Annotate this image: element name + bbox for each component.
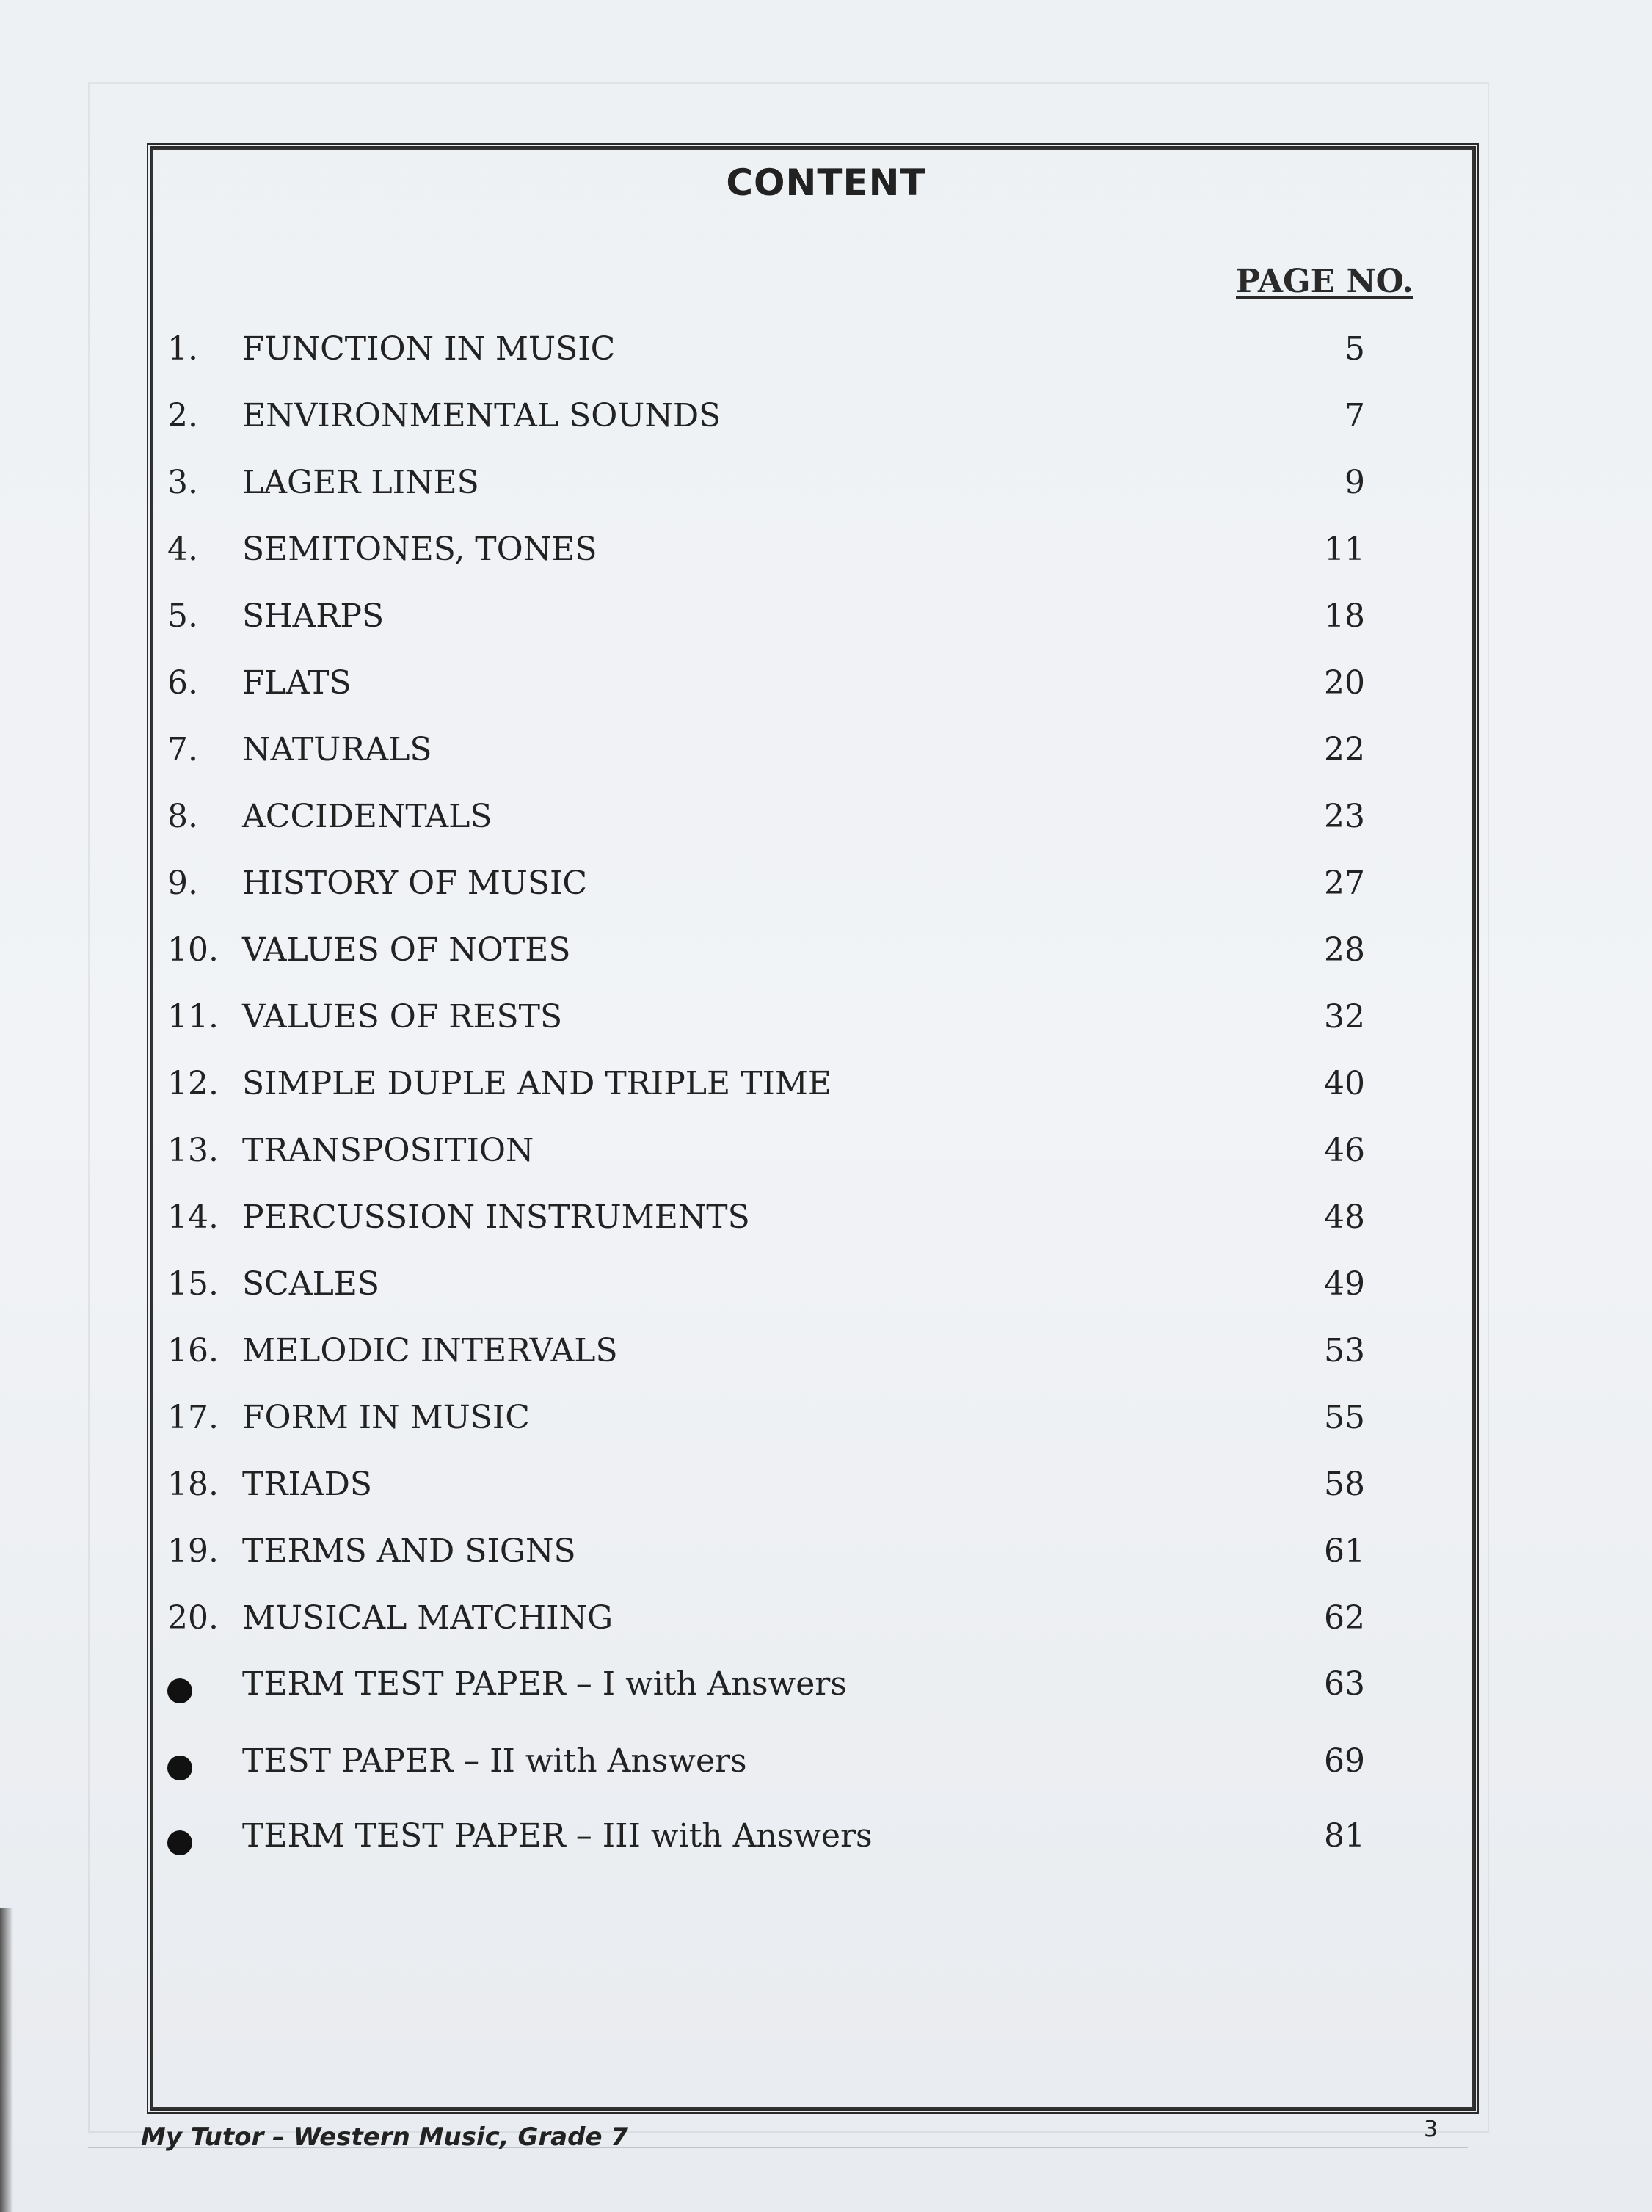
toc-entry — [0, 931, 1652, 975]
toc-entry — [0, 597, 1652, 641]
bullet-icon — [167, 1678, 192, 1703]
toc-entry-title: VALUES OF NOTES — [242, 931, 571, 969]
toc-entry-number: 5. — [167, 597, 198, 635]
toc-entry-page: 61 — [1324, 1532, 1365, 1570]
toc-entry-title: SIMPLE DUPLE AND TRIPLE TIME — [242, 1065, 832, 1102]
toc-entry-page: 40 — [1324, 1065, 1365, 1102]
toc-entry-number: 3. — [167, 464, 198, 501]
toc-entry — [0, 798, 1652, 842]
toc-entry-page: 49 — [1324, 1265, 1365, 1303]
toc-entry-number: 6. — [167, 664, 198, 702]
toc-entry-title: SHARPS — [242, 597, 385, 635]
footer-page-number: 3 — [1424, 2117, 1438, 2142]
toc-entry — [0, 330, 1652, 374]
toc-entry-title: MELODIC INTERVALS — [242, 1332, 618, 1369]
toc-entry — [0, 1332, 1652, 1376]
toc-entry — [0, 1399, 1652, 1443]
toc-entry — [0, 998, 1652, 1042]
toc-entry-page: 48 — [1324, 1198, 1365, 1236]
toc-entry — [0, 1466, 1652, 1510]
toc-test-paper-entry — [0, 1665, 1652, 1709]
toc-entry-title: VALUES OF RESTS — [242, 998, 563, 1036]
toc-entry — [0, 1599, 1652, 1643]
toc-entry-number: 20. — [167, 1599, 219, 1637]
toc-entry-number: 11. — [167, 998, 219, 1036]
toc-test-paper-entry — [0, 1742, 1652, 1786]
toc-entry-title: MUSICAL MATCHING — [242, 1599, 614, 1637]
toc-entry-number: 15. — [167, 1265, 219, 1303]
toc-entry — [0, 464, 1652, 508]
toc-entry — [0, 664, 1652, 708]
toc-entry-number: 14. — [167, 1198, 219, 1236]
toc-entry-page: 20 — [1324, 664, 1365, 702]
toc-entry-title: TERM TEST PAPER – III with Answers — [242, 1817, 873, 1855]
toc-entry — [0, 531, 1652, 575]
toc-entry-number: 13. — [167, 1132, 219, 1169]
toc-entry-number: 9. — [167, 865, 198, 902]
toc-entry-number: 16. — [167, 1332, 219, 1369]
toc-entry-title: FORM IN MUSIC — [242, 1399, 530, 1436]
toc-entry — [0, 865, 1652, 909]
toc-entry-page: 53 — [1324, 1332, 1365, 1369]
toc-entry-title: FUNCTION IN MUSIC — [242, 330, 616, 368]
toc-entry-title: HISTORY OF MUSIC — [242, 865, 588, 902]
toc-entry-title: PERCUSSION INSTRUMENTS — [242, 1198, 750, 1236]
page-number-column-header: PAGE NO. — [1236, 263, 1413, 300]
toc-entry-title: SEMITONES, TONES — [242, 531, 597, 568]
toc-entry — [0, 1065, 1652, 1109]
page-title: CONTENT — [726, 161, 926, 204]
toc-entry — [0, 1532, 1652, 1576]
toc-entry-number: 17. — [167, 1399, 219, 1436]
toc-entry-title: LAGER LINES — [242, 464, 479, 501]
toc-entry-number: 7. — [167, 731, 198, 768]
toc-entry-title: SCALES — [242, 1265, 380, 1303]
toc-entry-page: 28 — [1324, 931, 1365, 969]
toc-entry-number: 19. — [167, 1532, 219, 1570]
toc-entry-page: 11 — [1324, 531, 1365, 568]
toc-entry-title: ACCIDENTALS — [242, 798, 492, 835]
toc-entry-number: 8. — [167, 798, 198, 835]
toc-entry-page: 5 — [1344, 330, 1365, 368]
toc-entry-page: 58 — [1324, 1466, 1365, 1503]
toc-entry-title: TEST PAPER – II with Answers — [242, 1742, 747, 1780]
toc-entry-title: ENVIRONMENTAL SOUNDS — [242, 397, 721, 434]
toc-entry-number: 18. — [167, 1466, 219, 1503]
toc-entry-title: NATURALS — [242, 731, 432, 768]
toc-entry-page: 63 — [1324, 1665, 1365, 1703]
toc-entry-page: 81 — [1324, 1817, 1365, 1855]
toc-entry — [0, 1265, 1652, 1309]
toc-entry-title: TRANSPOSITION — [242, 1132, 534, 1169]
toc-entry-title: FLATS — [242, 664, 352, 702]
toc-entry-page: 7 — [1344, 397, 1365, 434]
toc-entry — [0, 397, 1652, 441]
bullet-icon — [167, 1830, 192, 1855]
toc-entry-number: 12. — [167, 1065, 219, 1102]
toc-entry-page: 55 — [1324, 1399, 1365, 1436]
toc-entry-page: 22 — [1324, 731, 1365, 768]
toc-entry-page: 69 — [1324, 1742, 1365, 1780]
toc-entry-number: 2. — [167, 397, 198, 434]
toc-entry — [0, 1132, 1652, 1176]
toc-entry-title: TERM TEST PAPER – I with Answers — [242, 1665, 847, 1703]
toc-entry-number: 10. — [167, 931, 219, 969]
toc-entry-page: 27 — [1324, 865, 1365, 902]
toc-entry-number: 1. — [167, 330, 198, 368]
toc-entry-page: 62 — [1324, 1599, 1365, 1637]
toc-entry-title: TRIADS — [242, 1466, 373, 1503]
toc-entry — [0, 731, 1652, 775]
toc-entry-page: 23 — [1324, 798, 1365, 835]
footer-book-title: My Tutor – Western Music, Grade 7 — [141, 2122, 628, 2152]
toc-entry-title: TERMS AND SIGNS — [242, 1532, 576, 1570]
toc-entry-page: 9 — [1344, 464, 1365, 501]
toc-entry-page: 46 — [1324, 1132, 1365, 1169]
toc-entry-page: 32 — [1324, 998, 1365, 1036]
toc-entry-page: 18 — [1324, 597, 1365, 635]
toc-entry — [0, 1198, 1652, 1243]
bullet-icon — [167, 1756, 192, 1780]
toc-entry-number: 4. — [167, 531, 198, 568]
toc-test-paper-entry — [0, 1817, 1652, 1861]
